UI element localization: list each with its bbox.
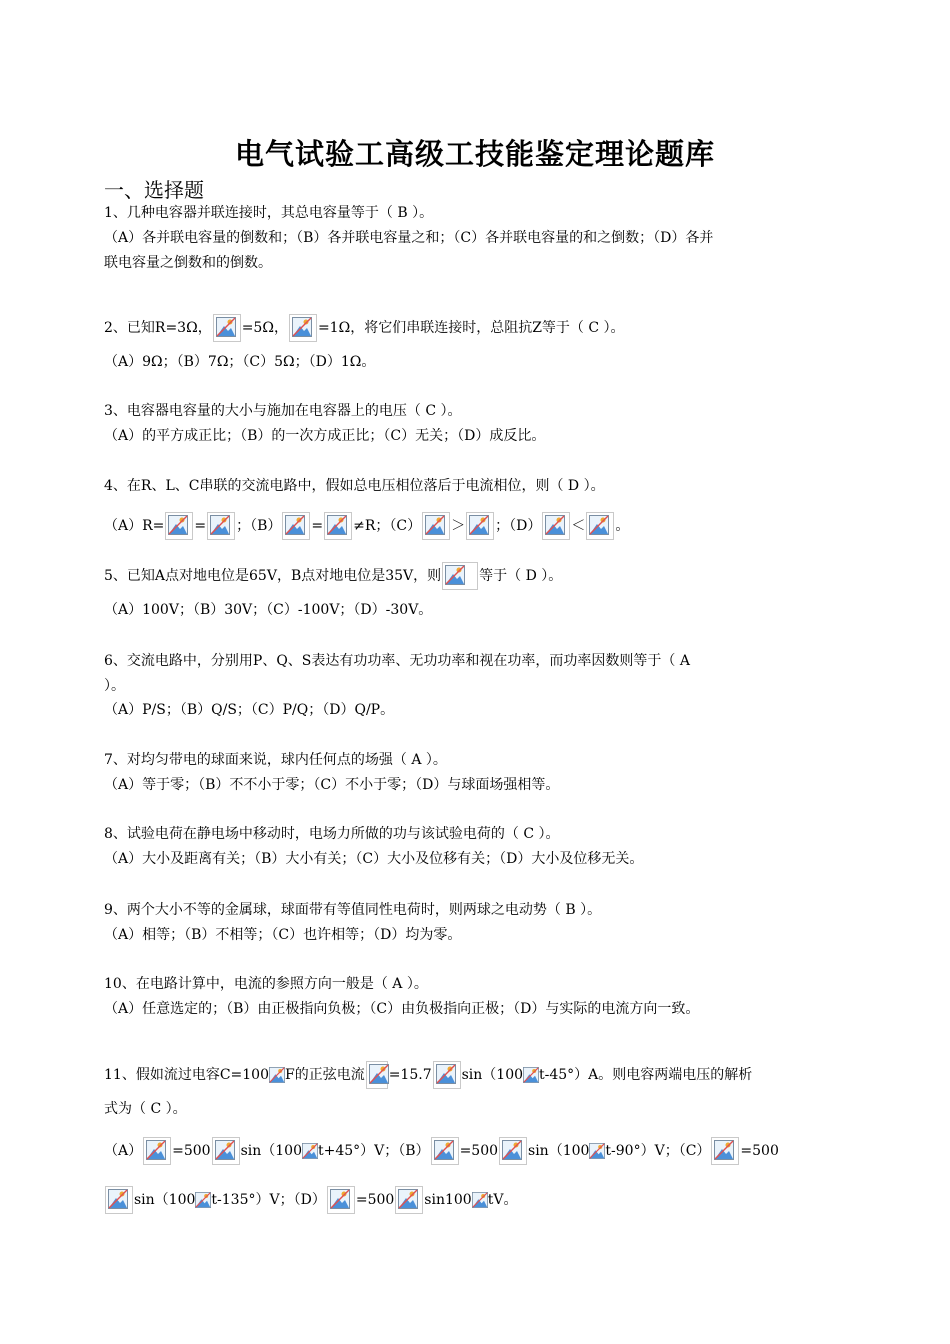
broken-image-icon: [302, 1143, 318, 1159]
question-10-stem: 10、在电路计算中，电流的参照方向一般是（ A ）。: [104, 976, 428, 992]
question-1-options-line-1: （A）各并联电容量的倒数和；（B）各并联电容量之和；（C）各并联电容量的和之倒数；（D）各并: [104, 230, 714, 246]
q4-ne-r: ≠R；: [353, 518, 390, 534]
q11-text-4: sin（100: [461, 1067, 524, 1083]
broken-image-icon: [499, 1137, 527, 1165]
question-8-stem: 8、试验电荷在静电场中移动时，电场力所做的功与该试验电荷的（ C ）。: [104, 826, 560, 842]
broken-image-icon: [542, 512, 570, 540]
question-6-options: （A）P/S；（B）Q/S；（C）P/Q；（D）Q/P。: [104, 702, 395, 718]
q11-eq500: =500: [172, 1143, 211, 1159]
q11-sin: sin（100: [240, 1143, 302, 1159]
q4-option-a: （A）R=: [104, 518, 165, 534]
q11-eq500: =500: [355, 1192, 395, 1208]
q11-b-tail: t-90°）V；: [605, 1143, 679, 1159]
q11-a-tail: t+45°）V；: [317, 1143, 399, 1159]
q4-option-c: （C）: [389, 518, 422, 534]
q11-d-sin: sin100: [424, 1192, 472, 1208]
q5-text-1: 5、已知A点对地电位是65V，B点对地电位是35V，则: [104, 568, 442, 584]
q11-text-2: F的正弦电流: [284, 1067, 365, 1083]
question-9-stem: 9、两个大小不等的金属球，球面带有等值同性电荷时，则两球之电动势（ B ）。: [104, 902, 602, 918]
broken-image-icon: [269, 1067, 285, 1083]
broken-image-icon: [105, 1186, 133, 1214]
q2-text-1: 2、已知R=3Ω，: [104, 320, 212, 336]
broken-image-icon: [472, 1192, 488, 1208]
broken-image-icon: [523, 1067, 539, 1083]
broken-image-icon: [213, 314, 241, 342]
q11-option-a: （A）: [104, 1143, 143, 1159]
document-title: 电气试验工高级工技能鉴定理论题库: [234, 137, 715, 171]
q11-d-tail: tV。: [487, 1192, 518, 1208]
broken-image-icon: [282, 512, 310, 540]
question-6-stem-line-2: ）。: [104, 678, 125, 694]
question-9-options: （A）相等；（B）不相等；（C）也许相等；（D）均为零。: [104, 927, 462, 943]
q11-c-tail: t-135°）V；: [211, 1192, 294, 1208]
broken-image-icon: [711, 1137, 739, 1165]
q4-eq: =: [194, 518, 207, 534]
q11-eq500: =500: [459, 1143, 499, 1159]
question-1-options-line-2: 联电容量之倒数和的倒数。: [104, 255, 272, 271]
q4-option-d: （D）: [509, 518, 542, 534]
broken-image-icon: [433, 1061, 461, 1089]
question-11-options-line-1: [104, 1137, 779, 1165]
question-2-stem: [104, 314, 625, 342]
broken-image-icon: [422, 512, 450, 540]
broken-image-icon: [466, 512, 494, 540]
question-1-stem: 1、几种电容器并联连接时，其总电容量等于（ B ）。: [104, 205, 434, 221]
broken-image-icon: [442, 562, 478, 590]
q11-text-5: t-45°）A。则电容两端电压的解析: [539, 1067, 753, 1083]
q11-text-1: 11、假如流过电容C=100: [104, 1067, 269, 1083]
broken-image-icon: [366, 1061, 388, 1089]
q11-option-d: （D）: [293, 1192, 326, 1208]
question-7-stem: 7、对均匀带电的球面来说，球内任何点的场强（ A ）。: [104, 752, 447, 768]
question-11-options-line-2: [104, 1186, 517, 1214]
q11-c-eq: =500: [740, 1143, 779, 1159]
question-4-options: [104, 512, 629, 540]
q11-sin: sin（100: [528, 1143, 590, 1159]
q11-text-3: =15.7: [388, 1067, 432, 1083]
broken-image-icon: [289, 314, 317, 342]
q4-eq: =: [311, 518, 324, 534]
broken-image-icon: [586, 512, 614, 540]
q4-sep: ；: [236, 518, 251, 534]
q4-option-b: （B）: [250, 518, 282, 534]
question-7-options: （A）等于零；（B）不不小于零；（C）不小于零；（D）与球面场强相等。: [104, 777, 560, 793]
question-10-options: （A）任意选定的；（B）由正极指向负极；（C）由负极指向正极；（D）与实际的电流方向一致。: [104, 1001, 700, 1017]
q4-gt: ＞: [451, 518, 466, 534]
broken-image-icon: [327, 1186, 355, 1214]
q2-text-2: =5Ω，: [241, 320, 288, 336]
question-11-stem-line-1: [104, 1061, 752, 1089]
question-8-options: （A）大小及距离有关；（B）大小有关；（C）大小及位移有关；（D）大小及位移无关。: [104, 851, 644, 867]
question-5-stem: [104, 562, 562, 590]
q2-text-3: =1Ω，将它们串联连接时，总阻抗Z等于（ C ）。: [317, 320, 625, 336]
q11-option-c: （C）: [678, 1143, 711, 1159]
broken-image-icon: [589, 1143, 605, 1159]
broken-image-icon: [207, 512, 235, 540]
question-11-stem-line-2: 式为（ C ）。: [104, 1101, 187, 1117]
broken-image-icon: [165, 512, 193, 540]
q4-lt: ＜: [571, 518, 586, 534]
question-2-options: （A）9Ω；（B）7Ω；（C）5Ω；（D）1Ω。: [104, 354, 376, 370]
q4-end: 。: [615, 518, 630, 534]
broken-image-icon: [431, 1137, 459, 1165]
q4-sep: ；: [495, 518, 510, 534]
question-6-stem-line-1: 6、交流电路中，分别用P、Q、S表达有功功率、无功功率和视在功率，而功率因数则等于（ A: [104, 653, 690, 669]
q5-text-2: 等于（ D ）。: [479, 568, 563, 584]
broken-image-icon: [143, 1137, 171, 1165]
broken-image-icon: [324, 512, 352, 540]
q11-c-sin: sin（100: [134, 1192, 196, 1208]
question-5-options: （A）100V；（B）30V；（C）-100V；（D）-30V。: [104, 602, 433, 618]
broken-image-icon: [195, 1192, 211, 1208]
section-heading: 一、选择题: [104, 178, 204, 202]
q11-option-b: （B）: [398, 1143, 430, 1159]
broken-image-icon: [212, 1137, 240, 1165]
question-3-stem: 3、电容器电容量的大小与施加在电容器上的电压（ C ）。: [104, 403, 462, 419]
question-3-options: （A）的平方成正比；（B）的一次方成正比；（C）无关；（D）成反比。: [104, 428, 546, 444]
question-4-stem: 4、在R、L、C串联的交流电路中，假如总电压相位落后于电流相位，则（ D ）。: [104, 478, 605, 494]
broken-image-icon: [395, 1186, 423, 1214]
